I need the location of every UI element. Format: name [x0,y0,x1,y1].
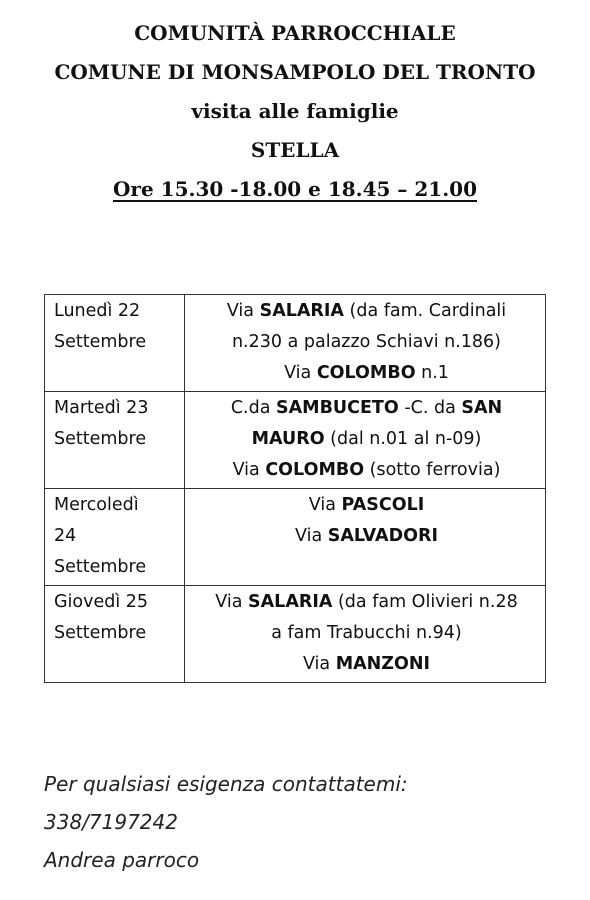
phone-number: 338/7197242 [44,810,178,834]
area-name: STELLA [250,138,340,162]
day-line: Settembre [54,623,147,643]
street-text: n.1 [415,363,449,383]
street-text: C.da [230,398,277,418]
street-name: SAMBUCETO [276,398,399,418]
schedule-day-cell [45,392,185,489]
street-text: Via [232,460,266,480]
street-name: COLOMBO [316,363,416,383]
day-line: Martedì 23 [54,398,149,418]
street-name: SALARIA [248,592,333,612]
day-line: Settembre [54,332,147,352]
municipality-title: COMUNE DI MONSAMPOLO DEL TRONTO [54,60,536,84]
street-text: (da fam Olivieri n.28 [332,592,518,612]
day-line: 24 [54,526,77,546]
street-text: Via [295,526,328,546]
day-line: Settembre [54,429,147,449]
schedule-streets-cell [185,295,546,392]
street-line [194,649,539,680]
street-text: Via [308,495,342,515]
street-line [194,455,539,486]
schedule-day-cell [45,489,185,586]
street-line [194,327,539,358]
schedule-row [45,392,546,489]
street-line [194,393,539,424]
street-text: Via [215,592,249,612]
day-line: Lunedì 22 [54,301,141,321]
visit-subtitle: visita alle famiglie [191,99,399,123]
schedule-streets-cell [185,392,546,489]
day-line: Settembre [54,557,147,577]
document-header [0,14,590,209]
street-line [194,490,539,521]
schedule-day-cell [45,295,185,392]
community-title: COMUNITÀ PARROCCHIALE [134,21,456,45]
street-text: Via [284,363,317,383]
street-name: MANZONI [335,654,431,674]
street-name: COLOMBO [265,460,365,480]
street-name: SAN [461,398,503,418]
schedule-body [45,295,546,683]
street-text: (dal n.01 al n-09) [324,429,482,449]
schedule-day-cell [45,586,185,683]
street-line [194,358,539,389]
day-line: Mercoledì [54,495,139,515]
schedule-streets-cell [185,489,546,586]
street-text: n.230 a palazzo Schiavi n.186) [231,332,502,352]
street-name: SALARIA [259,301,344,321]
schedule-row [45,489,546,586]
visit-schedule-table [44,294,546,683]
street-line [194,587,539,618]
street-name: PASCOLI [341,495,425,515]
contact-footer [44,765,408,879]
street-text: (sotto ferrovia) [364,460,501,480]
day-line: Giovedì 25 [54,592,149,612]
street-text: Via [302,654,336,674]
contact-note: Per qualsiasi esigenza contattatemi: [44,772,408,796]
signature: Andrea parroco [44,848,200,872]
schedule-streets-cell [185,586,546,683]
street-name: MAURO [251,429,325,449]
street-text: Via [226,301,260,321]
schedule-row [45,295,546,392]
street-line [194,521,539,552]
schedule-row [45,586,546,683]
street-line [194,618,539,649]
street-line [194,424,539,455]
street-name: SALVADORI [327,526,438,546]
street-text: (da fam. Cardinali [343,301,507,321]
visit-hours: Ore 15.30 -18.00 e 18.45 – 21.00 [113,177,477,201]
street-line [194,296,539,327]
street-text: a fam Trabucchi n.94) [271,623,462,643]
street-text: -C. da [398,398,462,418]
